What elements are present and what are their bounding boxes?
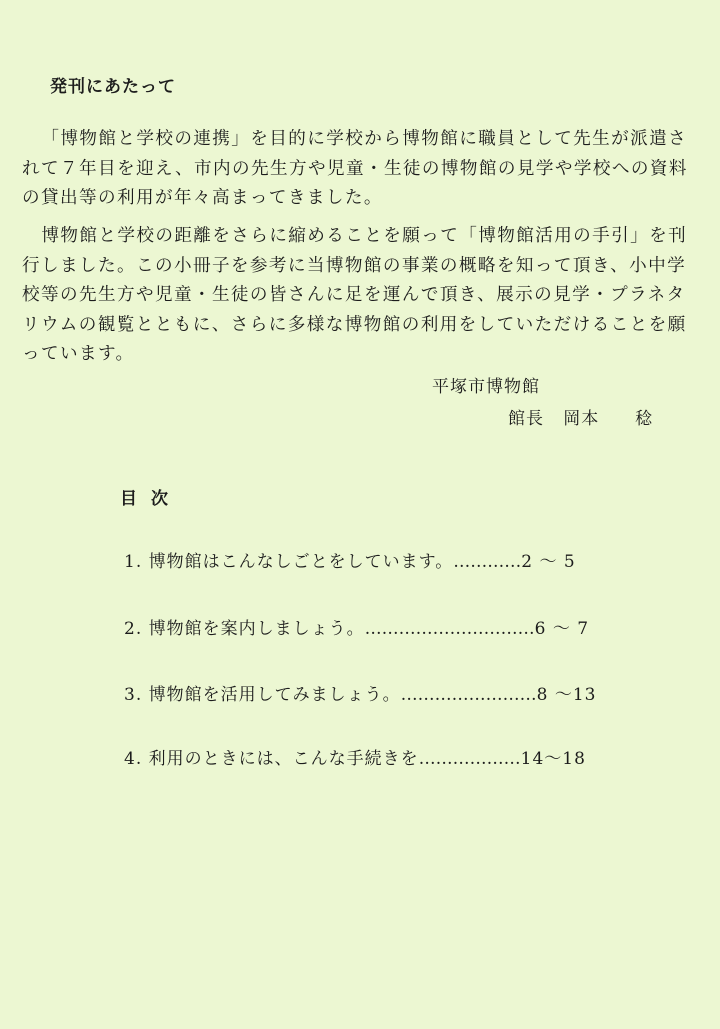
director-title: 館長 <box>508 409 544 429</box>
toc-item-label: 博物館を案内しましょう。 <box>148 619 365 639</box>
toc-item-number: 4. <box>124 749 143 769</box>
signature-director <box>508 404 653 429</box>
director-name: 岡本 稔 <box>563 409 654 429</box>
toc-item-leader: ………………………… <box>364 619 535 639</box>
intro-paragraph-1: 「博物館と学校の連携」を目的に学校から博物館に職員として先生が派遣されて７年目を迎え、市内の先生方や児童・生徒の博物館の見学や学校への資料の貸出等の利用が年々高まってきました。 <box>22 129 688 208</box>
toc-item-pages: 2 ～ 5 <box>521 552 576 572</box>
toc-item <box>124 680 597 705</box>
toc-item-number: 2. <box>124 619 143 639</box>
toc-item-pages: 14～18 <box>520 749 586 769</box>
toc-item-number: 1. <box>124 552 143 572</box>
toc-item-pages: 8 ～13 <box>536 685 597 705</box>
toc-item <box>124 547 576 572</box>
toc-item-leader: …………………… <box>400 685 537 705</box>
toc-item-label: 博物館を活用してみましょう。 <box>148 685 401 705</box>
toc-title: 目次 <box>120 489 182 509</box>
signature-organization: 平塚市博物館 <box>432 377 540 397</box>
toc-item-leader: ……………… <box>418 749 521 769</box>
toc-item-number: 3. <box>124 685 143 705</box>
toc-item <box>124 744 586 769</box>
toc-item <box>124 614 589 639</box>
toc-item-label: 博物館はこんなしごとをしています。 <box>148 552 454 572</box>
page-heading: 発刊にあたって <box>50 77 176 97</box>
toc-item-leader: ………… <box>453 552 522 572</box>
toc-item-pages: 6 ～ 7 <box>534 619 590 639</box>
intro-paragraph-2: 博物館と学校の距離をさらに縮めることを願って「博物館活用の手引」を刊行しました。この小冊子を参考に当博物館の事業の概略を知って頂き、小中学校等の先生方や児童・生徒の皆さんに足を運んで頂き、展示の見学・プラネタリウムの観覧とともに、さらに多様な博物館の利用をしていただけることを願っています。 <box>22 226 688 364</box>
toc-item-label: 利用のときには、こんな手続きを <box>148 749 419 769</box>
